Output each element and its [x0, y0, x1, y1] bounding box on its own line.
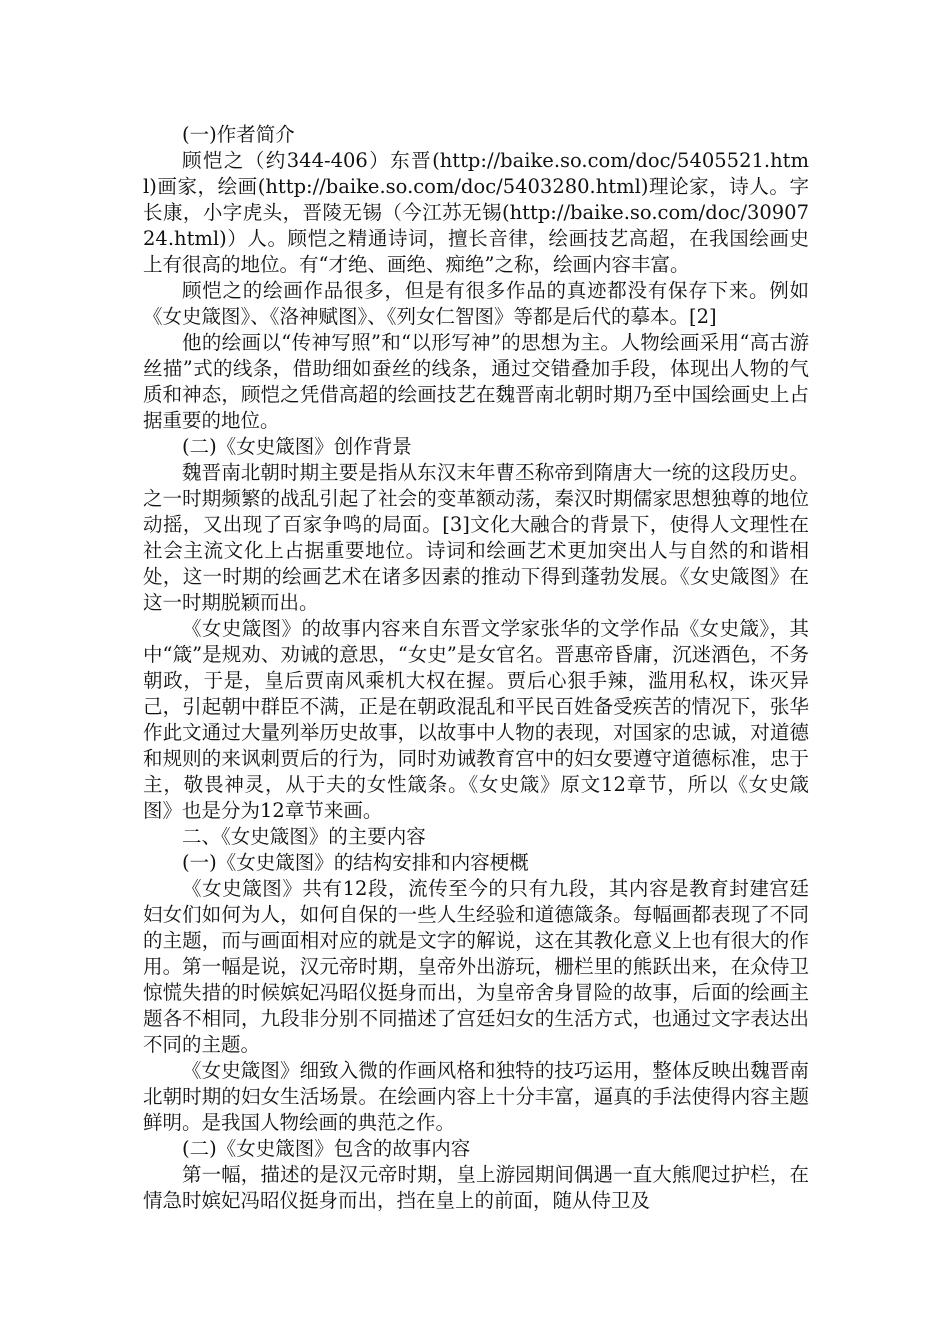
section-heading-background: (二)《女史箴图》创作背景	[182, 435, 412, 458]
document-page	[143, 122, 809, 1214]
paragraph-works: 顾恺之的绘画作品很多，但是有很多作品的真迹都没有保存下来。例如《女史箴图》、《洛神赋图》、《列女仁智图》等都是后代的摹本。[2]	[143, 279, 809, 328]
paragraph-first-story: 第一幅，描述的是汉元帝时期，皇上游园期间偶遇一直大熊爬过护栏，在情急时嫔妃冯昭仪挺身而出，挡在皇上的前面，随从侍卫及	[143, 1163, 809, 1212]
chapter-heading-main-content: 二、《女史箴图》的主要内容	[182, 825, 426, 848]
paragraph-author-bio: 顾恺之（约344-406）东晋(http://baike.so.com/doc/5405521.html)画家，绘画(http://baike.so.com/doc/5403280.html)理论家，诗人。字长康，小字虎头，晋陵无锡（今江苏无锡(http://baike.so.com/doc/3090724.html)）人。顾恺之精通诗词，擅长音律，绘画技艺高超，在我国绘画史上有很高的地位。有“才绝、画绝、痴绝”之称，绘画内容丰富。	[143, 149, 809, 276]
paragraph-structure: 《女史箴图》共有12段，流传至今的只有九段，其内容是教育封建宫廷妇女们如何为人，如何自保的一些人生经验和道德箴条。每幅画都表现了不同的主题，而与画面相对应的就是文字的解说，这在其教化意义上也有很大的作用。第一幅是说，汉元帝时期，皇帝外出游玩，栅栏里的熊跃出来，在众侍卫惊慌失措的时候嫔妃冯昭仪挺身而出，为皇帝舍身冒险的故事，后面的绘画主题各不相同，九段非分别不同描述了宫廷妇女的生活方式，也通过文字表达出不同的主题。	[143, 877, 809, 1056]
section-heading-structure: (一)《女史箴图》的结构安排和内容梗概	[182, 851, 529, 874]
paragraph-origin: 《女史箴图》的故事内容来自东晋文学家张华的文学作品《女史箴》，其中“箴”是规劝、劝诫的意思，“女史”是女官名。晋惠帝昏庸，沉迷酒色，不务朝政，于是，皇后贾南风乘机大权在握。贾后心狠手辣，滥用私权，诛灭异己，引起朝中群臣不满，正是在朝政混乱和平民百姓备受疾苦的情况下，张华作此文通过大量列举历史故事，以故事中人物的表现，对国家的忠诚，对道德和规则的来讽刺贾后的行为，同时劝诫教育宫中的妇女要遵守道德标准，忠于主，敬畏神灵，从于夫的女性箴条。《女史箴》原文12章节，所以《女史箴图》也是分为12章节来画。	[143, 617, 809, 822]
paragraph-style: 他的绘画以“传神写照”和“以形写神”的思想为主。人物绘画采用“高古游丝描”式的线条，借助细如蚕丝的线条，通过交错叠加手段，体现出人物的气质和神态，顾恺之凭借高超的绘画技艺在魏晋南北朝时期乃至中国绘画史上占据重要的地位。	[143, 331, 809, 432]
section-heading-author-intro: (一)作者简介	[182, 123, 295, 146]
paragraph-style-summary: 《女史箴图》细致入微的作画风格和独特的技巧运用，整体反映出魏晋南北朝时期的妇女生活场景。在绘画内容上十分丰富，逼真的手法使得内容主题鲜明。是我国人物绘画的典范之作。	[143, 1059, 809, 1134]
paragraph-era: 魏晋南北朝时期主要是指从东汉末年曹丕称帝到隋唐大一统的这段历史。之一时期频繁的战乱引起了社会的变革额动荡，秦汉时期儒家思想独尊的地位动摇，又出现了百家争鸣的局面。[3]文化大融合的背景下，使得人文理性在社会主流文化上占据重要地位。诗词和绘画艺术更加突出人与自然的和谐相处，这一时期的绘画艺术在诸多因素的推动下得到蓬勃发展。《女史箴图》在这一时期脱颖而出。	[143, 461, 809, 614]
section-heading-stories: (二)《女史箴图》包含的故事内容	[182, 1137, 471, 1160]
